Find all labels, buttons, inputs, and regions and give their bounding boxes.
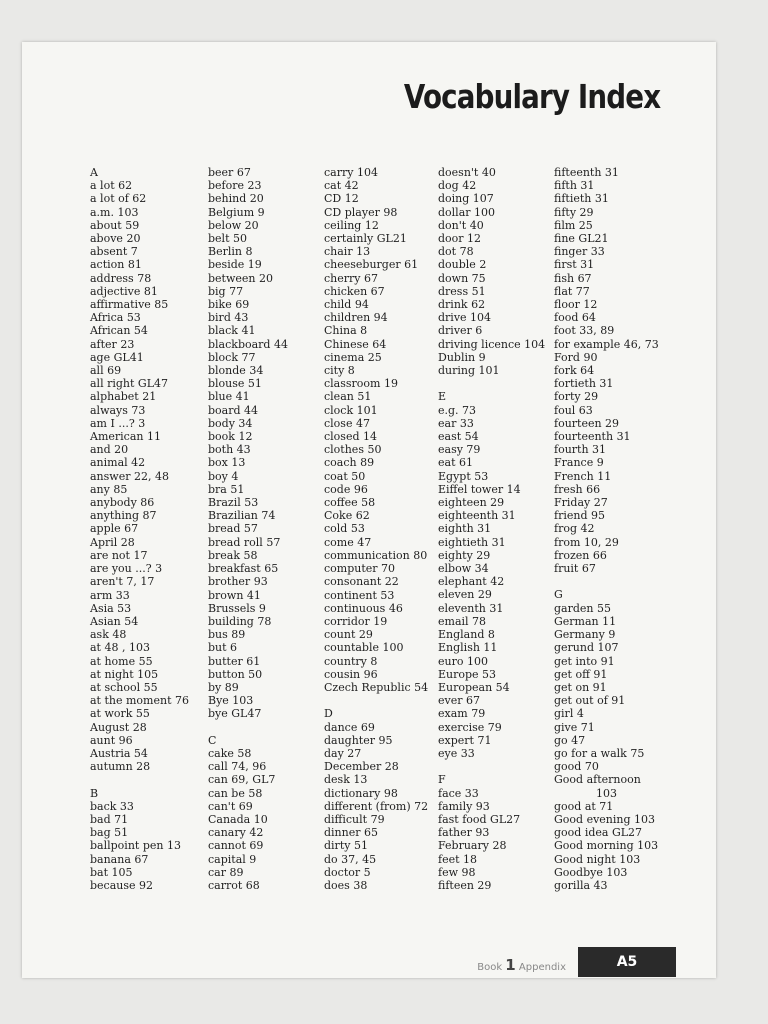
index-entry: father 93: [438, 826, 490, 840]
index-entry: fish 67: [554, 271, 592, 285]
index-entry: by 89: [208, 680, 239, 694]
index-entry: communication 80: [324, 548, 428, 562]
index-entry: fortieth 31: [554, 377, 614, 391]
index-entry: England 8: [438, 628, 495, 642]
footer-page-number: A5: [578, 947, 676, 977]
index-entry: corridor 19: [324, 614, 388, 628]
index-entry: a lot 62: [90, 179, 133, 193]
index-entry: English 11: [438, 641, 498, 655]
index-entry: Europe 53: [438, 667, 497, 681]
section-letter: B: [90, 786, 99, 800]
index-entry: aunt 96: [90, 733, 133, 747]
index-entry: consonant 22: [324, 575, 399, 589]
index-entry: Austria 54: [90, 746, 148, 760]
index-entry: forty 29: [554, 390, 599, 404]
index-entry: car 89: [208, 865, 244, 879]
index-entry: cat 42: [324, 179, 359, 193]
index-entry: doing 107: [438, 192, 494, 206]
index-entry: bird 43: [208, 311, 249, 325]
index-entry: belt 50: [208, 232, 247, 246]
index-entry: coat 50: [324, 469, 366, 483]
index-entry: affirmative 85: [90, 298, 169, 312]
section-gap: [90, 773, 210, 786]
index-entry: foot 33, 89: [554, 324, 615, 338]
index-entry: bread 57: [208, 522, 258, 536]
index-entry: finger 33: [554, 245, 605, 259]
index-entry: bye GL47: [208, 707, 262, 721]
index-entry: exercise 79: [438, 720, 502, 734]
index-entry: friend 95: [554, 509, 605, 523]
index-entry: feet 18: [438, 852, 478, 866]
index-entry: frozen 66: [554, 548, 607, 562]
index-entry: Czech Republic 54: [324, 680, 429, 694]
index-entry: family 93: [438, 799, 490, 813]
index-entry: eighteenth 31: [438, 509, 516, 523]
index-entry: Africa 53: [90, 311, 141, 325]
index-entry: are not 17: [90, 548, 148, 562]
index-entry: driver 6: [438, 324, 483, 338]
index-entry: at night 105: [90, 667, 159, 681]
index-entry: difficult 79: [324, 812, 385, 826]
index-entry: China 8: [324, 324, 368, 338]
index-entry: get off 91: [554, 667, 608, 681]
index-entry: fifteen 29: [438, 878, 492, 892]
index-entry: dinner 65: [324, 826, 378, 840]
index-entry: body 34: [208, 416, 253, 430]
index-entry: frog 42: [554, 522, 595, 536]
footer-book-label: [477, 956, 566, 974]
index-entry: dress 51: [438, 284, 486, 298]
index-entry: aren't 7, 17: [90, 575, 155, 589]
index-entry: August 28: [90, 720, 147, 734]
index-entry: eighty 29: [438, 548, 491, 562]
index-entry: ballpoint pen 13: [90, 839, 181, 853]
index-entry: at 48 , 103: [90, 641, 150, 655]
index-entry: double 2: [438, 258, 487, 272]
index-entry: exam 79: [438, 707, 486, 721]
index-entry: good idea GL27: [554, 826, 643, 840]
index-entry: eleventh 31: [438, 601, 504, 615]
index-entry: Good night 103: [554, 852, 641, 866]
index-entry: dog 42: [438, 179, 477, 193]
index-entry: French 11: [554, 469, 612, 483]
index-entry: gerund 107: [554, 641, 619, 655]
index-entry: get out of 91: [554, 694, 626, 708]
index-entry: good at 71: [554, 799, 614, 813]
index-entry: above 20: [90, 232, 141, 246]
index-entry: eighth 31: [438, 522, 492, 536]
index-entry: anything 87: [90, 509, 157, 523]
index-entry: December 28: [324, 760, 399, 774]
index-entry: eleven 29: [438, 588, 492, 602]
index-entry: boy 4: [208, 469, 239, 483]
index-entry: fine GL21: [554, 232, 609, 246]
index-entry: blackboard 44: [208, 337, 288, 351]
index-entry: fast food GL27: [438, 812, 521, 826]
index-entry: go 47: [554, 733, 586, 747]
index-entry: fork 64: [554, 364, 595, 378]
index-entry: country 8: [324, 654, 378, 668]
index-entry: ear 33: [438, 416, 474, 430]
footer-book-number: 1: [505, 956, 516, 974]
index-entry: bread roll 57: [208, 535, 281, 549]
index-entry: does 38: [324, 878, 368, 892]
index-entry: continuous 46: [324, 601, 403, 615]
index-entry: fifteenth 31: [554, 166, 619, 179]
index-entry: CD 12: [324, 192, 359, 206]
index-entry: for example 46, 73: [554, 337, 659, 351]
index-entry: doctor 5: [324, 865, 371, 879]
section-letter: G: [554, 588, 563, 602]
index-entry: chair 13: [324, 245, 371, 259]
index-entry: good 70: [554, 760, 599, 774]
index-entry: get on 91: [554, 680, 607, 694]
index-entry: easy 79: [438, 443, 481, 457]
index-entry: Coke 62: [324, 509, 370, 523]
index-entry: about 59: [90, 218, 140, 232]
index-entry: Friday 27: [554, 496, 608, 510]
index-entry: fourteen 29: [554, 416, 620, 430]
index-entry: face 33: [438, 786, 479, 800]
index-entry: day 27: [324, 746, 362, 760]
index-entry: African 54: [90, 324, 148, 338]
index-entry: Bye 103: [208, 694, 254, 708]
index-entry: elbow 34: [438, 562, 489, 576]
index-entry: come 47: [324, 535, 372, 549]
index-entry: email 78: [438, 614, 487, 628]
index-entry: board 44: [208, 403, 259, 417]
index-entry: but 6: [208, 641, 238, 655]
index-entry: during 101: [438, 364, 500, 378]
index-page: [22, 42, 716, 978]
index-entry: before 23: [208, 179, 262, 193]
index-entry: capital 9: [208, 852, 257, 866]
index-column-3: [324, 166, 444, 892]
index-entry: Berlin 8: [208, 245, 253, 259]
index-entry: bike 69: [208, 298, 250, 312]
index-entry: film 25: [554, 218, 593, 232]
index-entry: euro 100: [438, 654, 488, 668]
index-column-4: [438, 166, 558, 892]
footer-book-word: Book: [477, 962, 503, 973]
index-entry: clean 51: [324, 390, 372, 404]
index-entry: blonde 34: [208, 364, 264, 378]
index-entry: drink 62: [438, 298, 486, 312]
index-entry: can 69, GL7: [208, 773, 276, 787]
index-entry: because 92: [90, 878, 154, 892]
index-entry: Good morning 103: [554, 839, 659, 853]
index-entry: Germany 9: [554, 628, 616, 642]
index-entry: Goodbye 103: [554, 865, 628, 879]
index-entry: dirty 51: [324, 839, 368, 853]
index-entry: age GL41: [90, 350, 144, 364]
section-letter: E: [438, 390, 447, 404]
index-entry: action 81: [90, 258, 142, 272]
index-entry: dollar 100: [438, 205, 496, 219]
index-entry: code 96: [324, 482, 368, 496]
index-entry: any 85: [90, 482, 128, 496]
index-entry: arm 33: [90, 588, 130, 602]
index-entry: can't 69: [208, 799, 253, 813]
index-entry: German 11: [554, 614, 617, 628]
index-entry-continuation: 103: [596, 786, 617, 800]
index-entry: go for a walk 75: [554, 746, 645, 760]
index-entry: Good afternoon: [554, 773, 641, 787]
index-entry: at work 55: [90, 707, 150, 721]
index-entry: after 23: [90, 337, 135, 351]
index-entry: are you ...? 3: [90, 562, 163, 576]
index-entry: alphabet 21: [90, 390, 157, 404]
index-entry: cannot 69: [208, 839, 264, 853]
index-entry: beside 19: [208, 258, 262, 272]
index-entry: beer 67: [208, 166, 251, 179]
section-gap: [554, 575, 674, 588]
index-entry: Dublin 9: [438, 350, 486, 364]
index-entry: classroom 19: [324, 377, 398, 391]
index-entry: doesn't 40: [438, 166, 496, 179]
index-entry: brown 41: [208, 588, 261, 602]
index-entry: between 20: [208, 271, 273, 285]
index-entry: daughter 95: [324, 733, 393, 747]
index-entry: first 31: [554, 258, 595, 272]
index-entry: banana 67: [90, 852, 149, 866]
index-entry: do 37, 45: [324, 852, 377, 866]
index-entry: button 50: [208, 667, 263, 681]
index-entry: bag 51: [90, 826, 129, 840]
index-entry: call 74, 96: [208, 760, 267, 774]
index-entry: clothes 50: [324, 443, 382, 457]
index-entry: CD player 98: [324, 205, 398, 219]
index-entry: fourteenth 31: [554, 430, 631, 444]
index-entry: gorilla 43: [554, 878, 608, 892]
section-gap: [208, 721, 328, 734]
index-entry: continent 53: [324, 588, 395, 602]
index-entry: big 77: [208, 284, 244, 298]
index-entry: Brazilian 74: [208, 509, 276, 523]
index-entry: ask 48: [90, 628, 127, 642]
index-entry: eighteen 29: [438, 496, 505, 510]
index-entry: ceiling 12: [324, 218, 379, 232]
index-column-2: [208, 166, 328, 892]
index-entry: block 77: [208, 350, 256, 364]
index-entry: France 9: [554, 456, 604, 470]
index-entry: a lot of 62: [90, 192, 147, 206]
index-column-5: [554, 166, 674, 892]
index-entry: American 11: [90, 430, 161, 444]
index-entry: fruit 67: [554, 562, 596, 576]
index-entry: cousin 96: [324, 667, 378, 681]
index-entry: child 94: [324, 298, 369, 312]
index-entry: foul 63: [554, 403, 593, 417]
index-entry: always 73: [90, 403, 146, 417]
index-entry: count 29: [324, 628, 373, 642]
index-entry: below 20: [208, 218, 259, 232]
index-entry: close 47: [324, 416, 370, 430]
index-entry: butter 61: [208, 654, 261, 668]
index-entry: girl 4: [554, 707, 584, 721]
index-entry: get into 91: [554, 654, 615, 668]
index-entry: eat 61: [438, 456, 473, 470]
index-entry: cheeseburger 61: [324, 258, 419, 272]
index-entry: eye 33: [438, 746, 475, 760]
index-entry: blue 41: [208, 390, 250, 404]
index-entry: anybody 86: [90, 496, 155, 510]
index-entry: carry 104: [324, 166, 378, 179]
index-entry: answer 22, 48: [90, 469, 169, 483]
index-entry: behind 20: [208, 192, 264, 206]
section-letter: A: [90, 166, 98, 179]
index-entry: Chinese 64: [324, 337, 387, 351]
section-gap: [438, 760, 558, 773]
index-entry: absent 7: [90, 245, 138, 259]
index-entry: eightieth 31: [438, 535, 506, 549]
index-entry: at the moment 76: [90, 694, 189, 708]
index-entry: Canada 10: [208, 812, 268, 826]
index-entry: address 78: [90, 271, 152, 285]
index-entry: am I ...? 3: [90, 416, 146, 430]
section-letter: F: [438, 773, 446, 787]
index-entry: Belgium 9: [208, 205, 265, 219]
index-entry: both 43: [208, 443, 251, 457]
index-entry: Good evening 103: [554, 812, 656, 826]
index-entry: ever 67: [438, 694, 480, 708]
index-entry: Egypt 53: [438, 469, 489, 483]
index-entry: bad 71: [90, 812, 129, 826]
index-entry: Ford 90: [554, 350, 598, 364]
index-entry: breakfast 65: [208, 562, 279, 576]
index-entry: city 8: [324, 364, 355, 378]
index-entry: e.g. 73: [438, 403, 477, 417]
index-entry: building 78: [208, 614, 272, 628]
index-entry: box 13: [208, 456, 246, 470]
index-entry: elephant 42: [438, 575, 505, 589]
index-entry: coach 89: [324, 456, 375, 470]
index-entry: children 94: [324, 311, 388, 325]
index-entry: blouse 51: [208, 377, 262, 391]
index-entry: from 10, 29: [554, 535, 619, 549]
index-entry: dictionary 98: [324, 786, 398, 800]
index-entry: canary 42: [208, 826, 264, 840]
index-entry: a.m. 103: [90, 205, 139, 219]
index-entry: European 54: [438, 680, 510, 694]
index-entry: fresh 66: [554, 482, 601, 496]
index-entry: floor 12: [554, 298, 598, 312]
index-entry: and 20: [90, 443, 129, 457]
index-entry: don't 40: [438, 218, 484, 232]
index-entry: cake 58: [208, 746, 252, 760]
index-entry: coffee 58: [324, 496, 376, 510]
index-entry: can be 58: [208, 786, 263, 800]
index-entry: cherry 67: [324, 271, 378, 285]
index-entry: Asia 53: [90, 601, 132, 615]
index-entry: Brazil 53: [208, 496, 259, 510]
index-entry: autumn 28: [90, 760, 151, 774]
index-entry: clock 101: [324, 403, 378, 417]
index-entry: east 54: [438, 430, 479, 444]
index-entry: fourth 31: [554, 443, 607, 457]
index-entry: desk 13: [324, 773, 368, 787]
index-column-1: [90, 166, 210, 892]
section-gap: [324, 694, 444, 707]
index-entry: Asian 54: [90, 614, 139, 628]
index-entry: driving licence 104: [438, 337, 546, 351]
index-entry: flat 77: [554, 284, 590, 298]
index-entry: fifth 31: [554, 179, 595, 193]
footer-section: Appendix: [518, 962, 566, 973]
index-entry: at school 55: [90, 680, 158, 694]
index-entry: bra 51: [208, 482, 245, 496]
index-entry: Eiffel tower 14: [438, 482, 521, 496]
index-entry: down 75: [438, 271, 486, 285]
index-entry: at home 55: [90, 654, 153, 668]
index-entry: bat 105: [90, 865, 133, 879]
index-entry: different (from) 72: [324, 799, 429, 813]
index-entry: all right GL47: [90, 377, 168, 391]
index-entry: fifty 29: [554, 205, 594, 219]
index-entry: few 98: [438, 865, 476, 879]
index-entry: Brussels 9: [208, 601, 266, 615]
index-entry: bus 89: [208, 628, 246, 642]
index-entry: certainly GL21: [324, 232, 407, 246]
index-entry: food 64: [554, 311, 596, 325]
index-entry: dot 78: [438, 245, 474, 259]
section-gap: [438, 377, 558, 390]
index-entry: all 69: [90, 364, 122, 378]
index-entry: carrot 68: [208, 878, 260, 892]
index-entry: break 58: [208, 548, 258, 562]
page-title: Vocabulary Index: [403, 77, 660, 116]
index-entry: drive 104: [438, 311, 492, 325]
index-entry: dance 69: [324, 720, 375, 734]
index-entry: back 33: [90, 799, 134, 813]
section-letter: C: [208, 733, 217, 747]
index-entry: black 41: [208, 324, 256, 338]
index-entry: fiftieth 31: [554, 192, 609, 206]
index-entry: chicken 67: [324, 284, 385, 298]
index-entry: garden 55: [554, 601, 611, 615]
index-entry: book 12: [208, 430, 253, 444]
index-entry: April 28: [90, 535, 135, 549]
index-entry: countable 100: [324, 641, 404, 655]
index-entry: animal 42: [90, 456, 146, 470]
index-entry: brother 93: [208, 575, 268, 589]
section-letter: D: [324, 707, 333, 721]
index-entry: apple 67: [90, 522, 139, 536]
index-entry: expert 71: [438, 733, 492, 747]
index-entry: adjective 81: [90, 284, 158, 298]
index-entry: February 28: [438, 839, 507, 853]
index-entry: cinema 25: [324, 350, 382, 364]
index-entry: computer 70: [324, 562, 396, 576]
index-entry: door 12: [438, 232, 482, 246]
index-entry: give 71: [554, 720, 595, 734]
index-entry: closed 14: [324, 430, 377, 444]
index-entry: cold 53: [324, 522, 365, 536]
